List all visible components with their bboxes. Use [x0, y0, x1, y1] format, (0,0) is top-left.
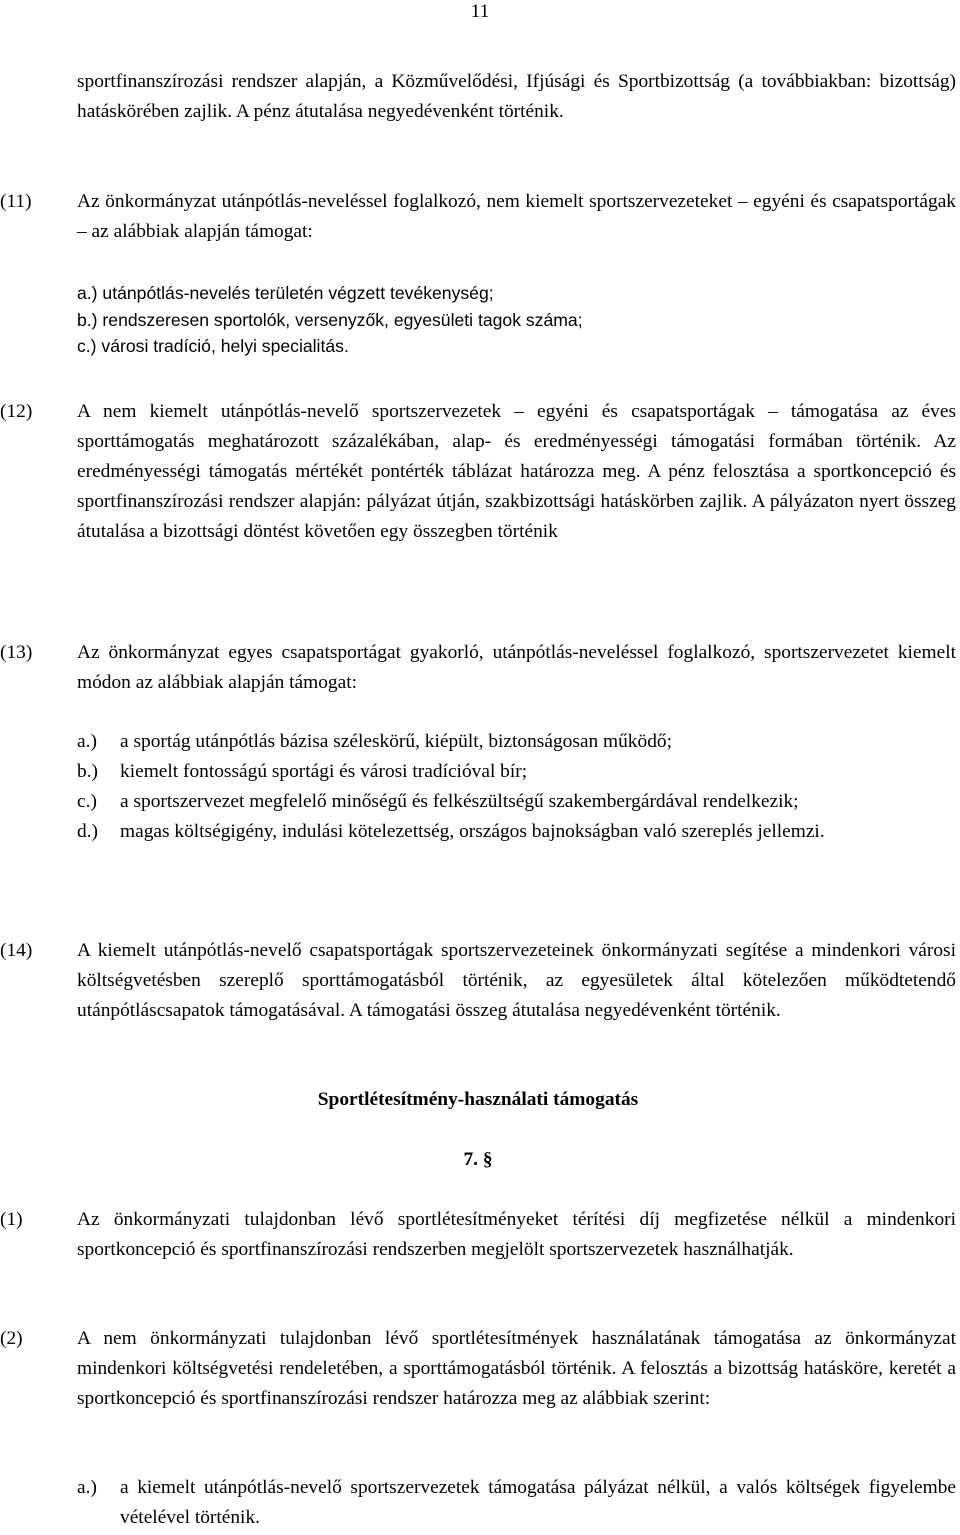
section-number: 7. § [463, 1149, 493, 1170]
paragraph-number: (1) [0, 1209, 23, 1230]
intro-paragraph [0, 67, 956, 127]
section-heading: Sportlétesítmény-használati támogatás [317, 1089, 639, 1110]
list-item-label: a.) [77, 731, 97, 752]
list-item: a.) utánpótlás-nevelés területén végzett tevékenység; [77, 283, 494, 303]
list-item [77, 817, 956, 847]
paragraph-13-number: (13) [0, 642, 33, 663]
section-7-paragraph-1 [0, 1205, 956, 1265]
paragraph-number: (2) [0, 1328, 23, 1349]
paragraph-13 [0, 638, 956, 698]
paragraph-12 [0, 397, 956, 547]
page-number: 11 [470, 1, 490, 22]
paragraph-11-text: Az önkormányzat utánpótlás-neveléssel foglalkozó, nem kiemelt sportszervezeteket – egyéni és csapatsportágak – az alábbiak alapján támogat: [77, 191, 956, 242]
list-item-text: a sportszervezet megfelelő minőségű és felkészültségű szakembergárdával rendelkezik; [120, 791, 799, 812]
paragraph-12-number: (12) [0, 401, 33, 422]
list-item: c.) városi tradíció, helyi specialitás. [77, 336, 349, 356]
list-item-text: kiemelt fontosságú sportági és városi tradícióval bír; [120, 761, 528, 782]
paragraph-11-list [77, 280, 583, 360]
paragraph-12-text: A nem kiemelt utánpótlás-nevelő sportszervezetek – egyéni és csapatsportágak – támogatása az éves sporttámogatás meghatározott százalékában, alap- és eredményességi támogatási formában történik. Az eredményességi támogatás mértékét pontérték táblázat határozza meg. A pénz felosztása a sportkoncepció és sportfinanszírozási rendszer alapján: pályázat útján, szakbizottsági hatáskörben zajlik. A pályázaton nyert összeg átutalása a bizottsági döntést követően egy összegben történik [77, 401, 956, 542]
paragraph-13-list [77, 727, 956, 847]
paragraph-11-number: (11) [0, 191, 32, 212]
list-item [77, 1473, 956, 1533]
paragraph-13-text: Az önkormányzat egyes csapatsportágat gyakorló, utánpótlás-neveléssel foglalkozó, sportszervezetet kiemelt módon az alábbiak alapján támogat: [77, 642, 956, 693]
list-item-text: a kiemelt utánpótlás-nevelő sportszervezetek támogatása pályázat nélkül, a valós költségek figyelembe vételével történik. [120, 1477, 956, 1528]
list-item [77, 787, 956, 817]
paragraph-text: Az önkormányzati tulajdonban lévő sportlétesítményeket térítési díj megfizetése nélkül a mindenkori sportkoncepció és sportfinanszírozási rendszerben megjelölt sportszervezetek használhatják. [77, 1209, 956, 1260]
list-item-label: b.) [77, 761, 99, 782]
list-item [77, 727, 956, 757]
list-item: b.) rendszeresen sportolók, versenyzők, egyesületi tagok száma; [77, 309, 583, 330]
section-7-paragraph-2 [0, 1324, 956, 1414]
list-item-text: a sportág utánpótlás bázisa széleskörű, kiépült, biztonságosan működő; [120, 731, 672, 752]
list-item-text: magas költségigény, indulási kötelezettség, országos bajnokságban való szereplés jellemzi. [120, 821, 825, 842]
list-item-label: c.) [77, 791, 97, 812]
section-7-paragraph-2-list [77, 1473, 956, 1533]
paragraph-14-text: A kiemelt utánpótlás-nevelő csapatsportágak sportszervezeteinek önkormányzati segítése a mindenkori városi költségvetésben szereplő sporttámogatásból történik, az egyesületek által kötelezően működtetendő utánpótláscsapatok támogatásával. A támogatási összeg átutalása negyedévenként történik. [77, 940, 956, 1021]
paragraph-text: A nem önkormányzati tulajdonban lévő sportlétesítmények használatának támogatása az önkormányzat mindenkori költségvetési rendeletében, a sporttámogatásból történik. A felosztás a bizottság hatásköre, keretét a sportkoncepció és sportfinanszírozási rendszer határozza meg az alábbiak szerint: [77, 1328, 956, 1409]
list-item [77, 757, 956, 787]
intro-text: sportfinanszírozási rendszer alapján, a Közművelődési, Ifjúsági és Sportbizottság (a továbbiakban: bizottság) hatáskörében zajlik. A pénz átutalása negyedévenként történik. [77, 71, 956, 122]
list-item-label: a.) [77, 1477, 97, 1498]
paragraph-14 [0, 936, 956, 1026]
paragraph-11 [0, 187, 956, 247]
list-item-label: d.) [77, 821, 99, 842]
paragraph-14-number: (14) [0, 940, 33, 961]
